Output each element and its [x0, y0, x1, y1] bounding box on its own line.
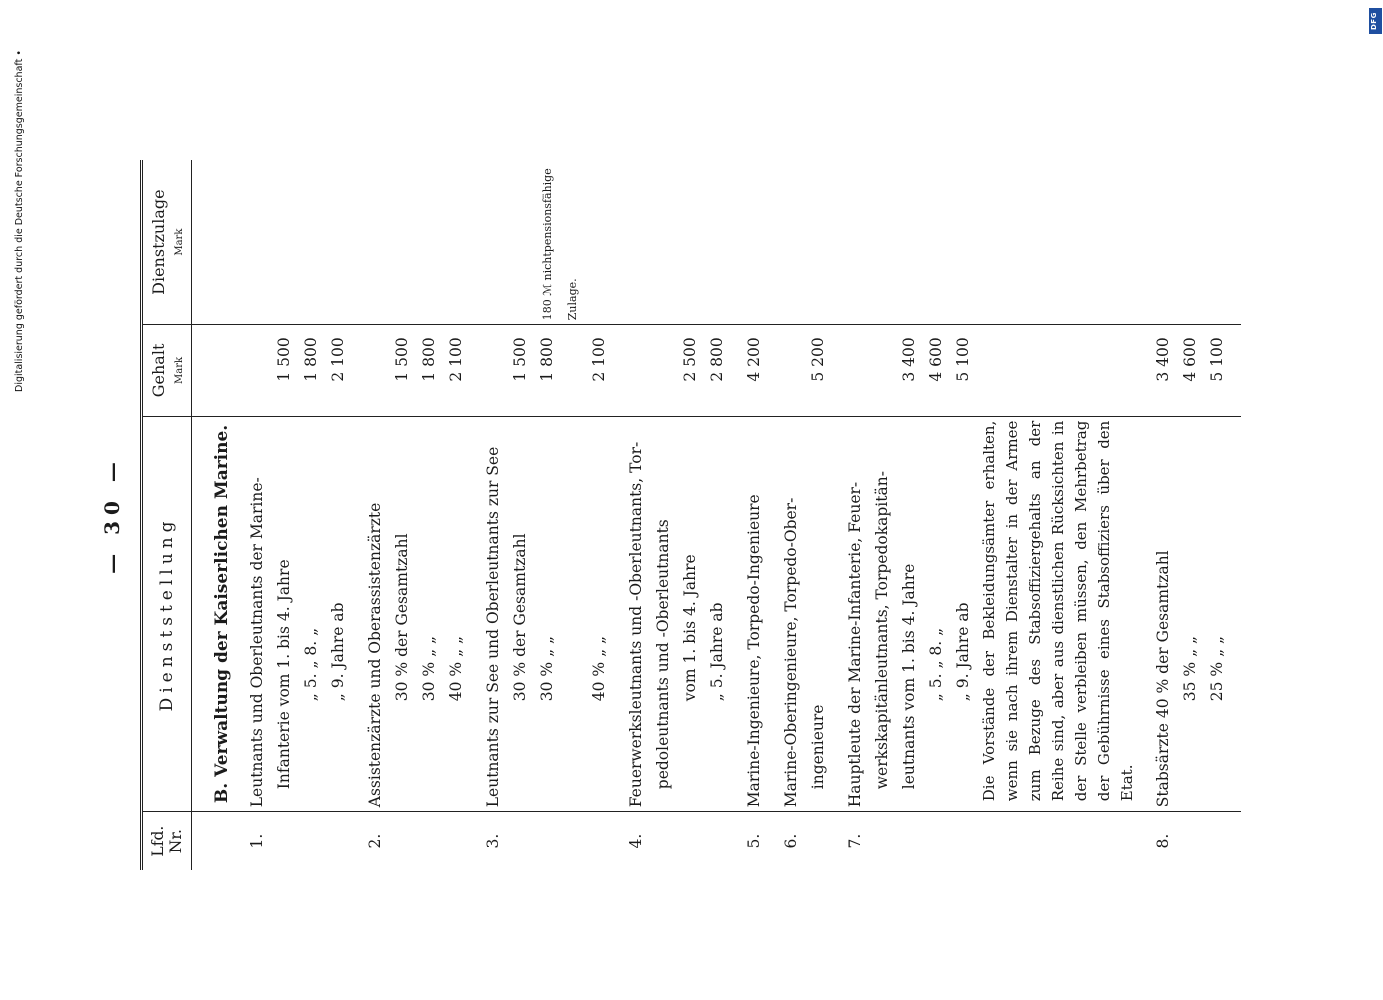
gehalt-value: 1 500: [389, 325, 416, 416]
row-spacer: [470, 160, 480, 870]
gehalt-value: 1 800: [416, 325, 443, 416]
table-row: [805, 160, 832, 870]
row-number: 1.: [244, 812, 271, 870]
dienst-line: Infanterie vom 1. bis 4. Jahre: [271, 416, 298, 812]
dienst-line: Feuerwerksleutnants und -Oberleutnants, Tor-: [623, 416, 650, 812]
section-row: [192, 160, 245, 870]
dienst-line: Marine-Ingenieure, Torpedo-Ingenieure: [741, 416, 768, 812]
gehalt-value: 1 800: [534, 325, 586, 416]
table-row: [1150, 160, 1177, 870]
table-row: [896, 160, 923, 870]
zulage-note: 180 ℳ nichtpensionsfähige Zulage.: [541, 168, 579, 321]
page-number: — 30 —: [100, 456, 124, 574]
gehalt-value: 1 800: [298, 325, 325, 416]
footnote-text: Die Vorstände der Bekleidungsämter erhalten, wenn sie nach ihrem Dienstalter in der Armee zum Bezuge des Stabsoffiziergehalts an der Reihe sind, aber aus dienstlichen Rücksichten in der Stelle verbleiben müssen, den Mehrbetrag der Gebührnisse eines Stabsoffiziers über den Etat.: [977, 416, 1140, 812]
header-nr: Lfd. Nr.: [142, 812, 192, 870]
dienst-line: 30 % „ „: [416, 416, 443, 812]
gehalt-value: 1 500: [271, 325, 298, 416]
header-gehalt: Gehalt Mark: [142, 325, 192, 416]
gehalt-value: 5 100: [950, 325, 977, 416]
table-row: [534, 160, 586, 870]
row-spacer: [731, 160, 741, 870]
dienst-line: ingenieure: [805, 416, 832, 812]
dienst-line: 40 % „ „: [586, 416, 613, 812]
gehalt-value: 5 100: [1204, 325, 1231, 416]
gehalt-value: 4 200: [741, 325, 768, 416]
gehalt-value: 2 100: [443, 325, 470, 416]
header-zulage: Dienstzulage Mark: [142, 160, 192, 325]
rotated-page: [100, 160, 1250, 870]
dfg-logo: DFG: [1369, 8, 1382, 34]
table-row: [1177, 160, 1204, 870]
dienst-line: „ 9. Jahre ab: [325, 416, 352, 812]
table-row: [741, 160, 768, 870]
dienst-line: Leutnants zur See und Oberleutnants zur See: [480, 416, 507, 812]
dienst-line: Marine-Oberingenieure, Torpedo-Ober-: [778, 416, 805, 812]
row-number: 2.: [362, 812, 389, 870]
dienst-line: werkskapitänleutnants, Torpedokapitän-: [869, 416, 896, 812]
table-row: [923, 160, 950, 870]
dienst-line: 30 % der Gesamtzahl: [507, 416, 534, 812]
table-row: [325, 160, 352, 870]
dienst-line: 40 % „ „: [443, 416, 470, 812]
gehalt-value: 5 200: [805, 325, 832, 416]
row-number: 8.: [1150, 812, 1177, 870]
table-row: [244, 160, 271, 870]
side-credit-text: Digitalisierung gefördert durch die Deutsche Forschungsgemeinschaft •: [14, 50, 25, 392]
table-row: [842, 160, 869, 870]
dienst-line: Leutnants und Oberleutnants der Marine-: [244, 416, 271, 812]
dienst-line: Stabsärzte 40 % der Gesamtzahl: [1150, 416, 1177, 812]
header-dienst: Dienststellung: [142, 416, 192, 812]
gehalt-value: 2 100: [586, 325, 613, 416]
dienst-line: leutnants vom 1. bis 4. Jahre: [896, 416, 923, 812]
gehalt-value: 3 400: [896, 325, 923, 416]
dienst-line: Hauptleute der Marine-Infanterie, Feuer-: [842, 416, 869, 812]
table-row: [704, 160, 731, 870]
table-row: [1204, 160, 1231, 870]
table-row: [586, 160, 613, 870]
table-row: [416, 160, 443, 870]
row-number: 5.: [741, 812, 768, 870]
dienst-line: „ 9. Jahre ab: [950, 416, 977, 812]
row-number: 3.: [480, 812, 507, 870]
row-spacer: [1231, 160, 1241, 870]
gehalt-value: 4 600: [1177, 325, 1204, 416]
row-spacer: [1140, 160, 1150, 870]
table-row: [778, 160, 805, 870]
table-row: [677, 160, 704, 870]
table-header-row: [142, 160, 192, 870]
table-row: [362, 160, 389, 870]
row-number: 7.: [842, 812, 869, 870]
table-row: [950, 160, 977, 870]
dienst-line: „ 5. „ 8. „: [923, 416, 950, 812]
digitization-credit: [1368, 8, 1382, 388]
row-spacer: [352, 160, 362, 870]
dienst-line: 35 % „ „: [1177, 416, 1204, 812]
table-row: [389, 160, 416, 870]
header-zulage-unit: Mark: [174, 228, 185, 256]
table-row: [443, 160, 470, 870]
table-row: [507, 160, 534, 870]
dienst-line: vom 1. bis 4. Jahre: [677, 416, 704, 812]
header-gehalt-unit: Mark: [174, 356, 185, 384]
section-title: B. Verwaltung der Kaiserlichen Marine.: [192, 416, 245, 812]
row-number: 6.: [778, 812, 805, 870]
gehalt-value: 2 800: [704, 325, 731, 416]
table-row: [650, 160, 677, 870]
row-spacer: [768, 160, 778, 870]
table-row: [623, 160, 650, 870]
row-number: 4.: [623, 812, 650, 870]
table-row: [298, 160, 325, 870]
table-row: [480, 160, 507, 870]
dienst-line: 25 % „ „: [1204, 416, 1231, 812]
row-spacer: [613, 160, 623, 870]
dienst-line: „ 5. „ 8. „: [298, 416, 325, 812]
row-spacer: [832, 160, 842, 870]
dienst-line: 30 % der Gesamtzahl: [389, 416, 416, 812]
dienst-line: Assistenzärzte und Oberassistenzärzte: [362, 416, 389, 812]
note-row: [977, 160, 1140, 870]
gehalt-value: 3 400: [1150, 325, 1177, 416]
dienst-line: „ 5. Jahre ab: [704, 416, 731, 812]
gehalt-value: 2 100: [325, 325, 352, 416]
salary-table: [140, 160, 1241, 870]
dienst-line: pedoleutnants und -Oberleutnants: [650, 416, 677, 812]
table-row: [869, 160, 896, 870]
gehalt-value: 1 500: [507, 325, 534, 416]
gehalt-value: 4 600: [923, 325, 950, 416]
dienst-line: 30 % „ „: [534, 416, 586, 812]
table-row: [271, 160, 298, 870]
gehalt-value: 2 500: [677, 325, 704, 416]
